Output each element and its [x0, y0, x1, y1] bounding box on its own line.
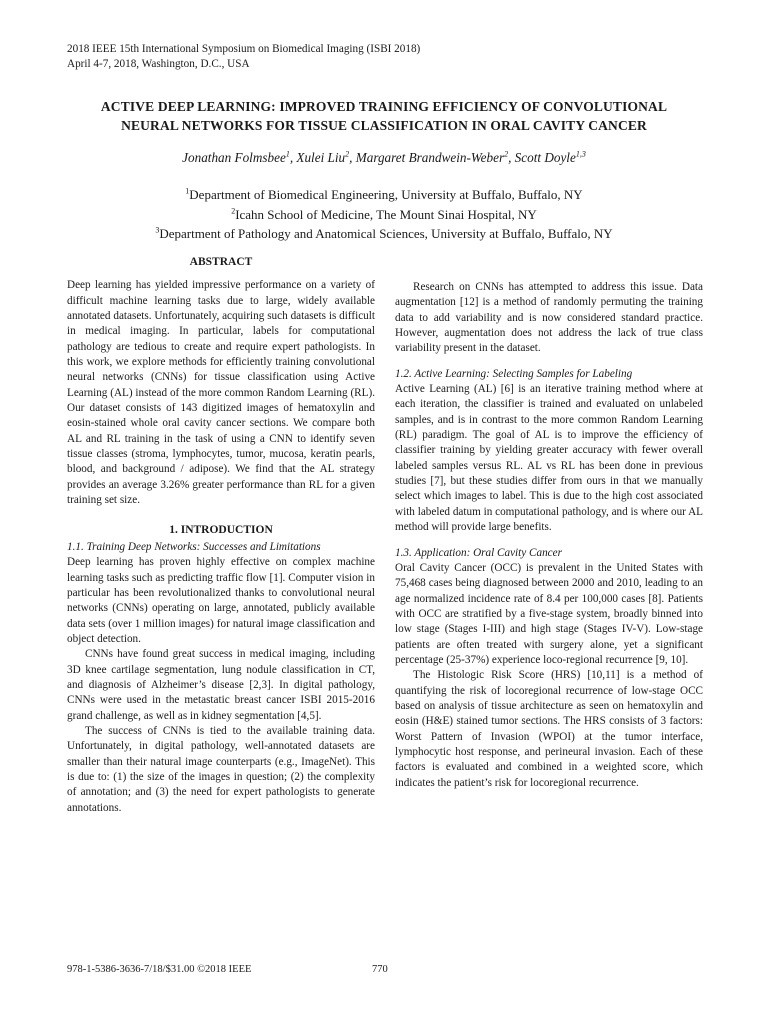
abstract-heading: ABSTRACT — [189, 256, 253, 268]
intro-paragraph-4: Research on CNNs has attempted to address this issue. Data augmentation [12] is a method of randomly permuting the training data to add variability and is now considered standard practice. However, augmentation does not address the lack of true class variability present in the dataset. — [395, 281, 703, 355]
affiliation-marker: 3 — [155, 225, 160, 235]
author-affiliation-marker: 2 — [345, 149, 350, 159]
introduction-heading: 1. INTRODUCTION — [169, 523, 273, 536]
subsection-1-3-heading: 1.3. Application: Oral Cavity Cancer — [395, 546, 562, 559]
title-line-1: ACTIVE DEEP LEARNING: IMPROVED TRAINING EFFICIENCY OF CONVOLUTIONAL — [100, 99, 668, 114]
conference-date: April 4-7, 2018, Washington, D.C., USA — [67, 57, 250, 70]
active-learning-paragraph: Active Learning (AL) [6] is an iterative training method where at each iteration, the classifier is trained and evaluated on unlabeled samples, and is in contrast to the more common Random Learning (RL) paradigm. The goal of AL is to improve the efficiency of classifier training by yielding greater accuracy with fewer overall labeled samples versus RL. AL vs RL has been done in previous studies [7], but these studies differ from ours in that we manually select which images to label. This is due to the high cost associated with labeled datum in computational pathology, and is where our AL method will provide large benefits. — [395, 383, 703, 534]
affiliation-text: Icahn School of Medicine, The Mount Sinai Hospital, NY — [235, 206, 537, 222]
author-affiliation-marker: 2 — [504, 149, 509, 159]
left-column — [67, 255, 375, 816]
intro-paragraph-1: Deep learning has proven highly effective on complex machine learning tasks such as predicting traffic flow [1]. Computer vision in particular has been revolutionalized thanks to convolutional neural networks (CNNs) operating on large, annotated, publicly available data sets (over 1 million images) for natural image classification and object detection. — [67, 556, 375, 645]
author-affiliation-marker: 1 — [285, 149, 290, 159]
subsection-1-2-heading: 1.2. Active Learning: Selecting Samples for Labeling — [395, 367, 633, 380]
author-list: Jonathan Folmsbee$^1$, Xulei Liu$^2$, Margaret Brandwein-Weber$^2$, Scott Doyle$^{1,3}$ — [182, 149, 586, 165]
author-name: Jonathan Folmsbee — [182, 150, 286, 165]
author-name: Xulei Liu — [296, 150, 346, 165]
subsection-1-1-heading: 1.1. Training Deep Networks: Successes and Limitations — [67, 540, 321, 553]
affiliation — [40, 224, 728, 244]
oral-cancer-paragraph: Oral Cavity Cancer (OCC) is prevalent in the United States with 75,468 cases being diagnosed between 2000 and 2010, leading to an age normalized incidence rate of 8.4 per 100,000 cases [8]. Patients with OCC are stratified by a five-stage system, broadly binned into low stage (Stages I-III) and high stage (Stages IV-V). Low-stage patients are often treated with surgery alone, yet a significant percentage (25-37%) experience loco-regional recurrence [9, 10]. — [395, 561, 703, 666]
affiliation-text: Department of Pathology and Anatomical Sciences, University at Buffalo, Buffalo, NY — [159, 226, 613, 241]
intro-paragraph-2: CNNs have found great success in medical imaging, including 3D knee cartilage segmentation, lung nodule classification in CT, and diagnosis of Alzheimer’s disease [2,3]. In digital pathology, CNNs were used in the metastatic breast cancer ISBI 2015-2016 grand challenge, as well as in kidney segmentation [4,5]. — [67, 648, 375, 722]
affiliation — [40, 185, 728, 205]
abstract-text: Deep learning has yielded impressive performance on a variety of difficult machine learning tasks due to large, widely available annotated datasets. Unfortunately, acquiring such datasets is difficult in medical imaging. In particular, labels for computational pathology are tedious to create and require expert pathologists. In this work, we explore methods for efficiently training convolutional neural networks (CNNs) for tissue classification using Active Learning (AL) instead of the more common Random Learning (RL). Our dataset consists of 143 digitized images of hematoxylin and eosin-stained whole oral cavity cancer sections. We compare both AL and RL training in the task of using a CNN to identify seven tissue classes (stroma, lymphocytes, tumor, mucosa, keratin pearls, blood, and background / adipose). We find that the AL strategy provides an average 3.26% greater performance than RL for a given training set size. — [67, 279, 375, 507]
affiliation-text: Department of Biomedical Engineering, University at Buffalo, Buffalo, NY — [189, 187, 583, 202]
title-line-2: NEURAL NETWORKS FOR TISSUE CLASSIFICATION IN ORAL CAVITY CANCER — [121, 118, 647, 133]
conference-header — [67, 42, 420, 71]
copyright-notice: 978-1-5386-3636-7/18/$31.00 ©2018 IEEE — [67, 964, 252, 975]
author-name: Margaret Brandwein-Weber — [355, 150, 505, 165]
intro-paragraph-3: The success of CNNs is tied to the available training data. Unfortunately, in digital pathology, well-annotated datasets are smaller than their natural image counterparts (e.g., ImageNet). This is due to: (1) the size of the images in question; (2) the complexity of annotation; and (3) the need for expert pathologists to generate annotations. — [67, 724, 375, 814]
affiliation-list — [40, 185, 728, 244]
page-number: 770 — [372, 964, 388, 975]
affiliation-marker: 1 — [185, 186, 190, 196]
conference-name: 2018 IEEE 15th International Symposium on Biomedical Imaging (ISBI 2018) — [67, 43, 421, 55]
right-column — [395, 280, 703, 791]
affiliation-marker: 2 — [231, 206, 236, 216]
affiliation — [40, 205, 728, 225]
author-affiliation-marker: 1,3 — [575, 149, 586, 159]
author-name: Scott Doyle — [514, 150, 576, 165]
paper-title — [40, 97, 728, 135]
hrs-paragraph: The Histologic Risk Score (HRS) [10,11] is a method of quantifying the risk of locoregional recurrence of low-stage OCC based on analysis of tissue architecture as seen on hematoxylin and eosin (H&E) stained tumor sections. The HRS consists of 3 factors: Worst Pattern of Invasion (WPOI) at the tumor interface, lymphocytic host response, and perineural invasion. Each of these factors is evaluated and combined in a weighted score, which indicates the patient’s risk for locoregional recurrence. — [395, 669, 703, 789]
